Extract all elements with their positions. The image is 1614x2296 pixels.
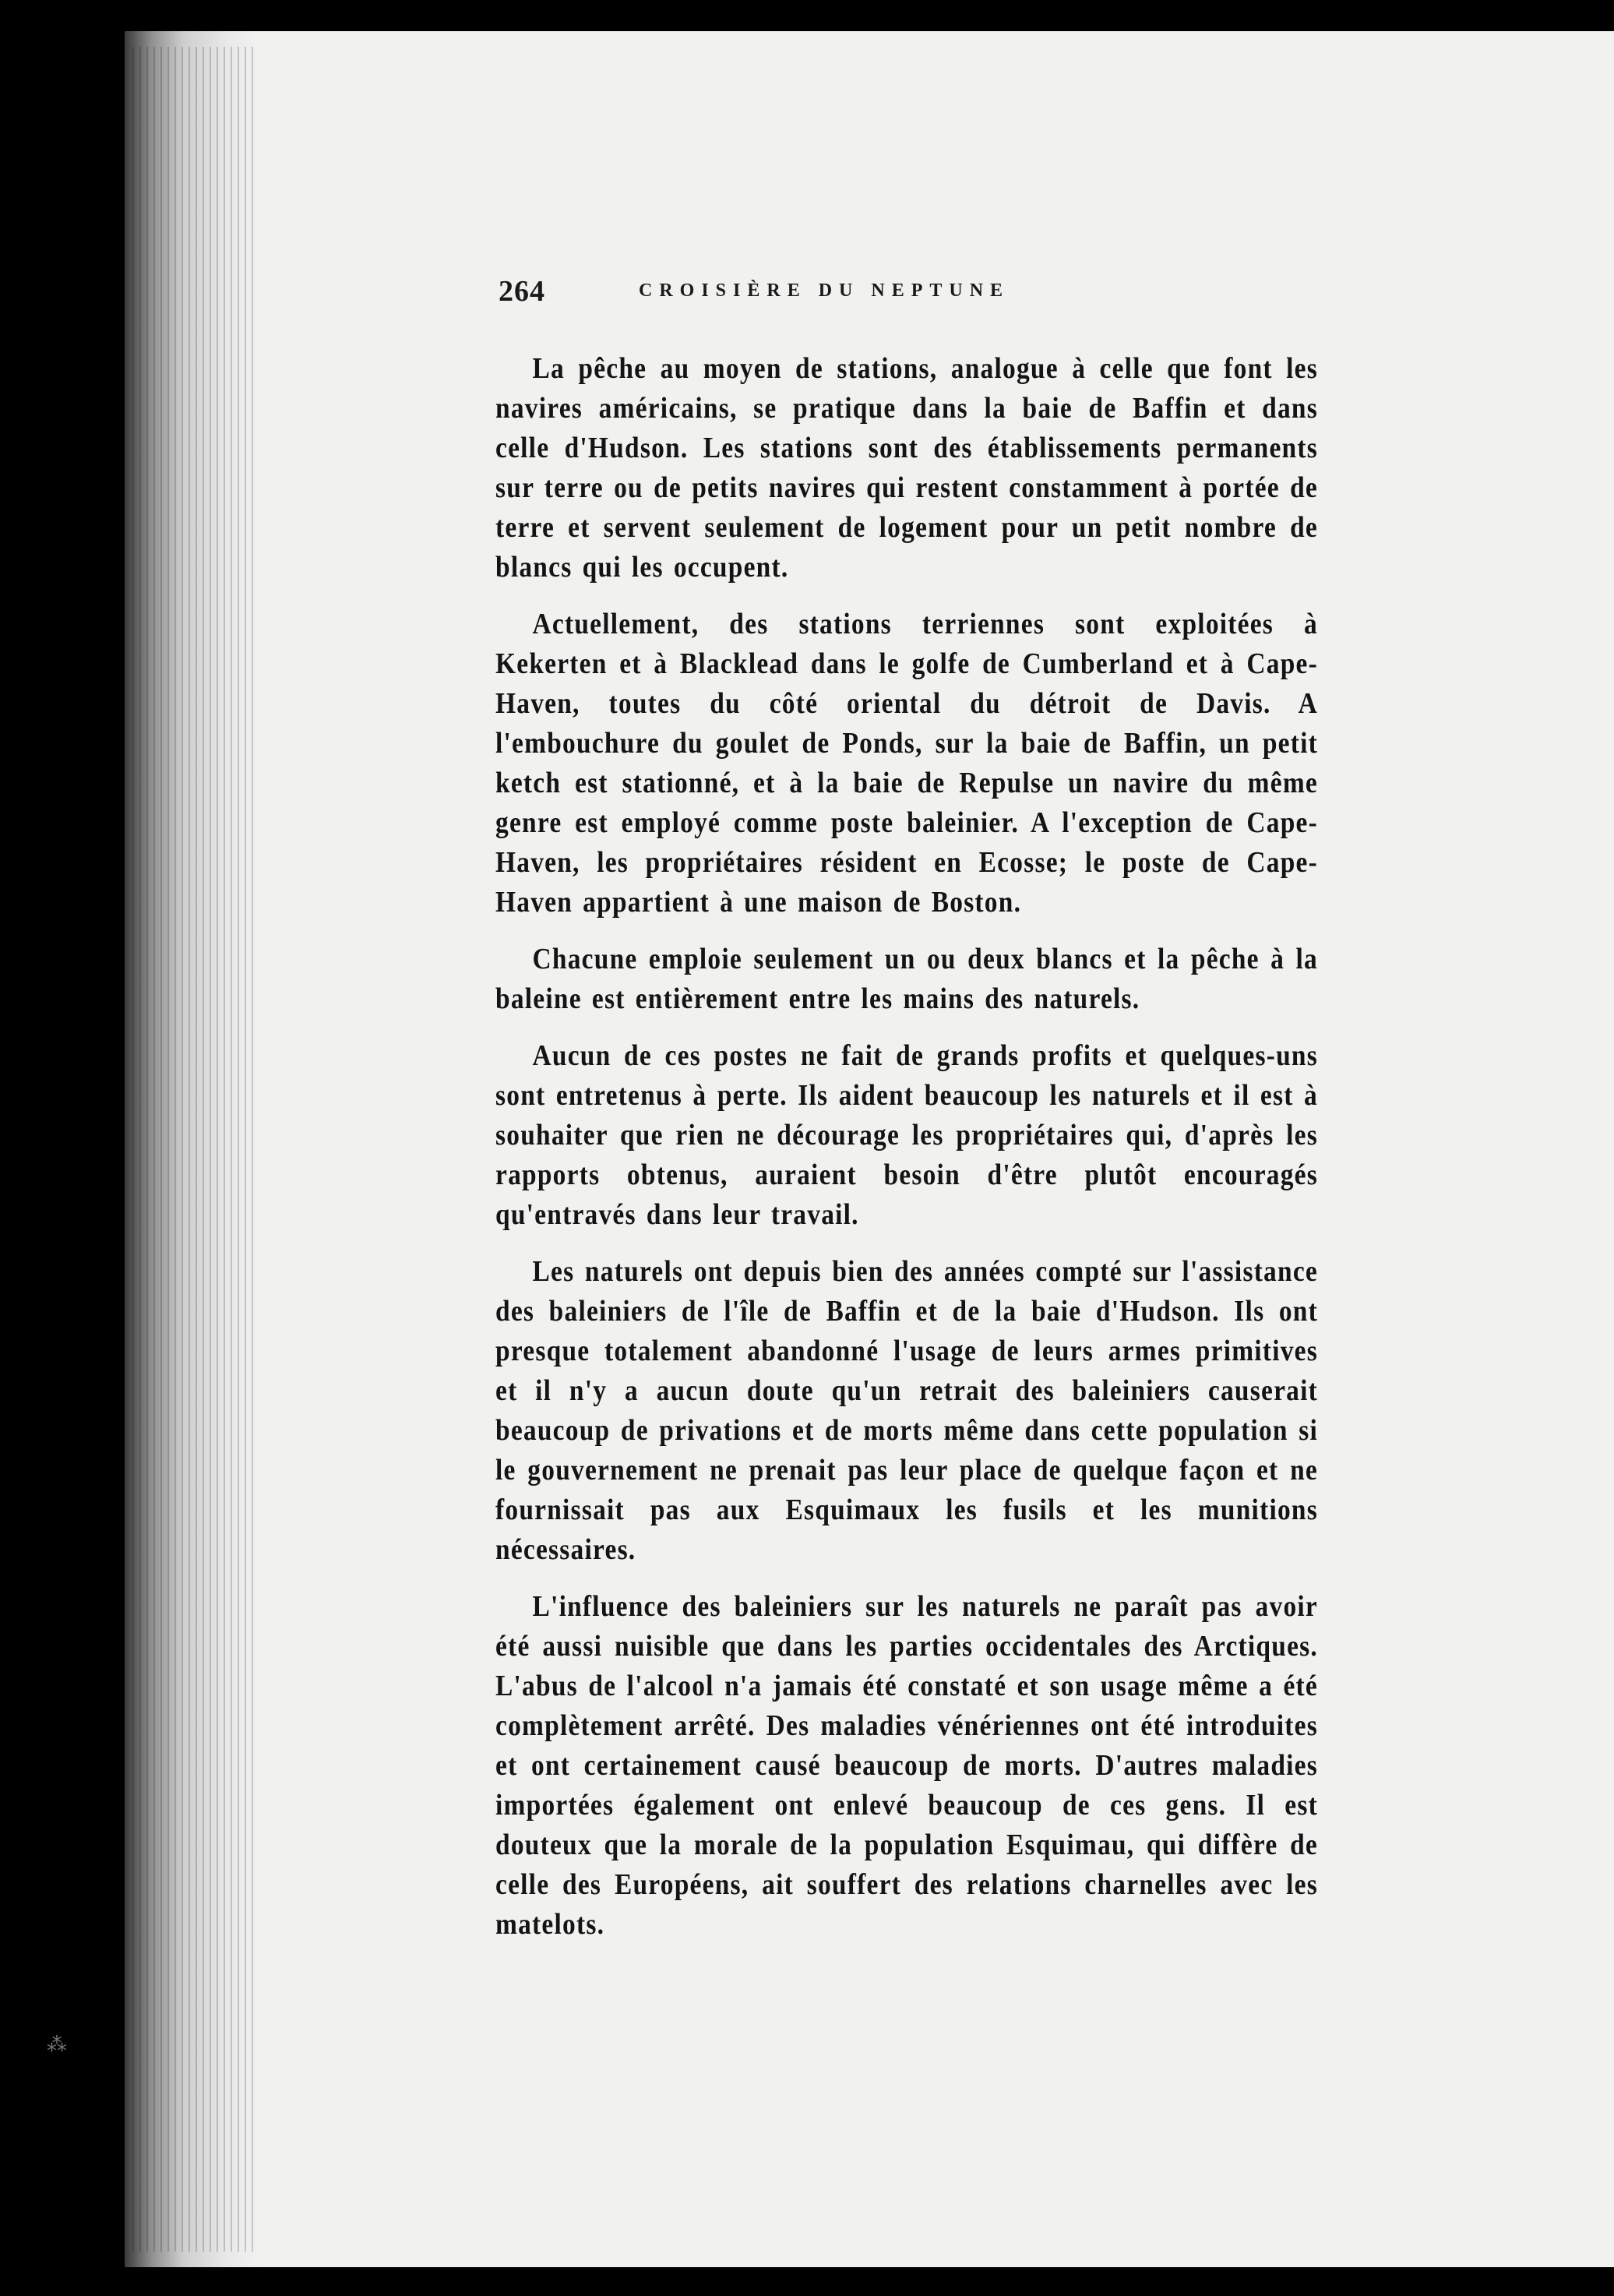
page-number: 264: [499, 275, 545, 308]
running-title: CROISIÈRE DU NEPTUNE: [639, 280, 1010, 301]
paragraph: Les naturels ont depuis bien des années compté sur l'assistance des baleiniers de l'île de Baffin et de la baie d'Hudson. Ils ont presque totalement abandonné l'usage de leurs armes primitives et il n'y a aucun doute qu'un retrait des baleiniers causerait beaucoup de privations et de morts même dans cette population si le gouvernement ne prenait pas leur place de quelque façon et ne fournissait pas aux Esquimaux les fusils et les munitions nécessaires.: [495, 1255, 1318, 1566]
body-text: [495, 349, 1318, 1962]
paragraph: Actuellement, des stations terriennes sont exploitées à Kekerten et à Blacklead dans le golfe de Cumberland et à Cape-Haven, toutes du côté oriental du détroit de Davis. A l'embouchure du goulet de Ponds, sur la baie de Baffin, un petit ketch est stationné, et à la baie de Repulse un navire du même genre est employé comme poste baleinier. A l'exception de Cape-Haven, les propriétaires résident en Ecosse; le poste de Cape-Haven appartient à une maison de Boston.: [495, 608, 1318, 919]
paragraph: Aucun de ces postes ne fait de grands profits et quelques-uns sont entretenus à perte. Ils aident beaucoup les naturels et il est à souhaiter que rien ne décourage les propriétaires qui, d'après les rapports obtenus, auraient besoin d'être plutôt encouragés qu'entravés dans leur travail.: [495, 1039, 1318, 1231]
running-head: [499, 274, 1200, 308]
paragraph: Chacune emploie seulement un ou deux blancs et la pêche à la baleine est entièrement entre les mains des naturels.: [495, 943, 1318, 1015]
scan-artifact-mark: ⁂: [47, 2033, 67, 2057]
paragraph: L'influence des baleiniers sur les naturels ne paraît pas avoir été aussi nuisible que dans les parties occidentales des Arctiques. L'abus de l'alcool n'a jamais été constaté et son usage même a été complètement arrêté. Des maladies vénériennes ont été introduites et ont certainement causé beaucoup de morts. D'autres maladies importées également ont enlevé beaucoup de ces gens. Il est douteux que la morale de la population Esquimau, qui diffère de celle des Européens, ait souffert des relations charnelles avec les matelots.: [495, 1590, 1318, 1941]
page-edges: [132, 47, 265, 2252]
paragraph: La pêche au moyen de stations, analogue à celle que font les navires américains, se pratique dans la baie de Baffin et dans celle d'Hudson. Les stations sont des établissements permanents sur terre ou de petits navires qui restent constamment à portée de terre et servent seulement de logement pour un petit nombre de blancs qui les occupent.: [495, 352, 1318, 584]
